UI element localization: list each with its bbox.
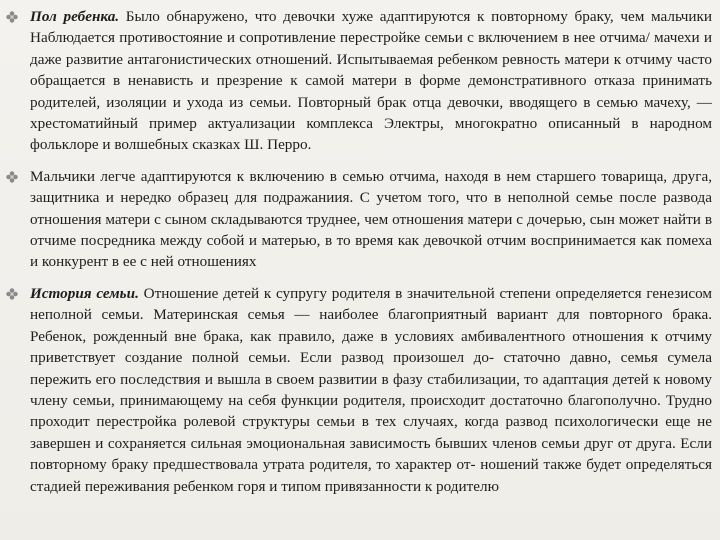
- bullet-text: Мальчики легче адаптируются к включению в семью отчима, находя в нем старшего товарища, друга, защитника и нередко образец для подражаниия. С учетом того, что в неполной семье после развода отношения матери с сыном складываются труднее, чем отношения матери с дочерью, сын может найти в отчиме посредника между собой и матерью, в то время как девочкой отчим воспринимается как помеха и конкурент в ее с ней отношениях: [30, 167, 712, 271]
- bullet-lead: Пол ребенка.: [30, 8, 120, 25]
- bullet-list: [4, 6, 712, 497]
- flower-bullet-icon: [6, 171, 18, 183]
- flower-bullet-icon: [6, 288, 18, 300]
- bullet-text: Отношение детей к супругу родителя в значительной степени определяется генезисом неполной семьи. Материнская семья — наиболее благоприятный вариант для повторного брака. Ребенок, рожденный вне брака, как правило, даже в условиях амбивалентного отношения к отчиму приветствует создание полной семьи. Если развод произошел до- статочно давно, семья сумела пережить его последствия и вышла в своем развитии в фазу стабилизации, то адаптация детей к новому члену семьи, принимающему на себя функции родителя, происходит достаточно благополучно. Трудно проходит перестройка ролевой структуры семьи в тех случаях, когда развод психологически еще не завершен и сохраняется сильная эмоциональная зависимость бывших членов семьи друг от друга. Если повторному браку предшествовала утрата родителя, то характер от- ношений также будет определяться стадией переживания ребенком горя и типом привязанности к родителю: [30, 284, 712, 495]
- bullet-item-boys: [4, 166, 712, 273]
- bullet-item-family-history: [4, 283, 712, 497]
- bullet-item-gender: [4, 6, 712, 156]
- bullet-lead: История семьи.: [30, 284, 139, 302]
- bullet-text: Было обнаружено, что девочки хуже адаптируются к повторному браку, чем мальчики Наблюдается противостояние и сопротивление перестройке семьи с включением в нее отчима/ мачехи и даже развитие антагонистических отношений. Испытываемая ребенком ревность матери к отчиму часто обращается в ненависть и презрение к самой матери в форме демонстративного отказа принимать родителей, изоляции и ухода из семьи. Повторный брак отца девочки, вводящего в семью мачеху, — хрестоматийный пример актуализации комплекса Электры, многократно описанный в народном фольклоре и волшебных сказках Ш. Перро.: [30, 8, 712, 154]
- flower-bullet-icon: [6, 11, 18, 23]
